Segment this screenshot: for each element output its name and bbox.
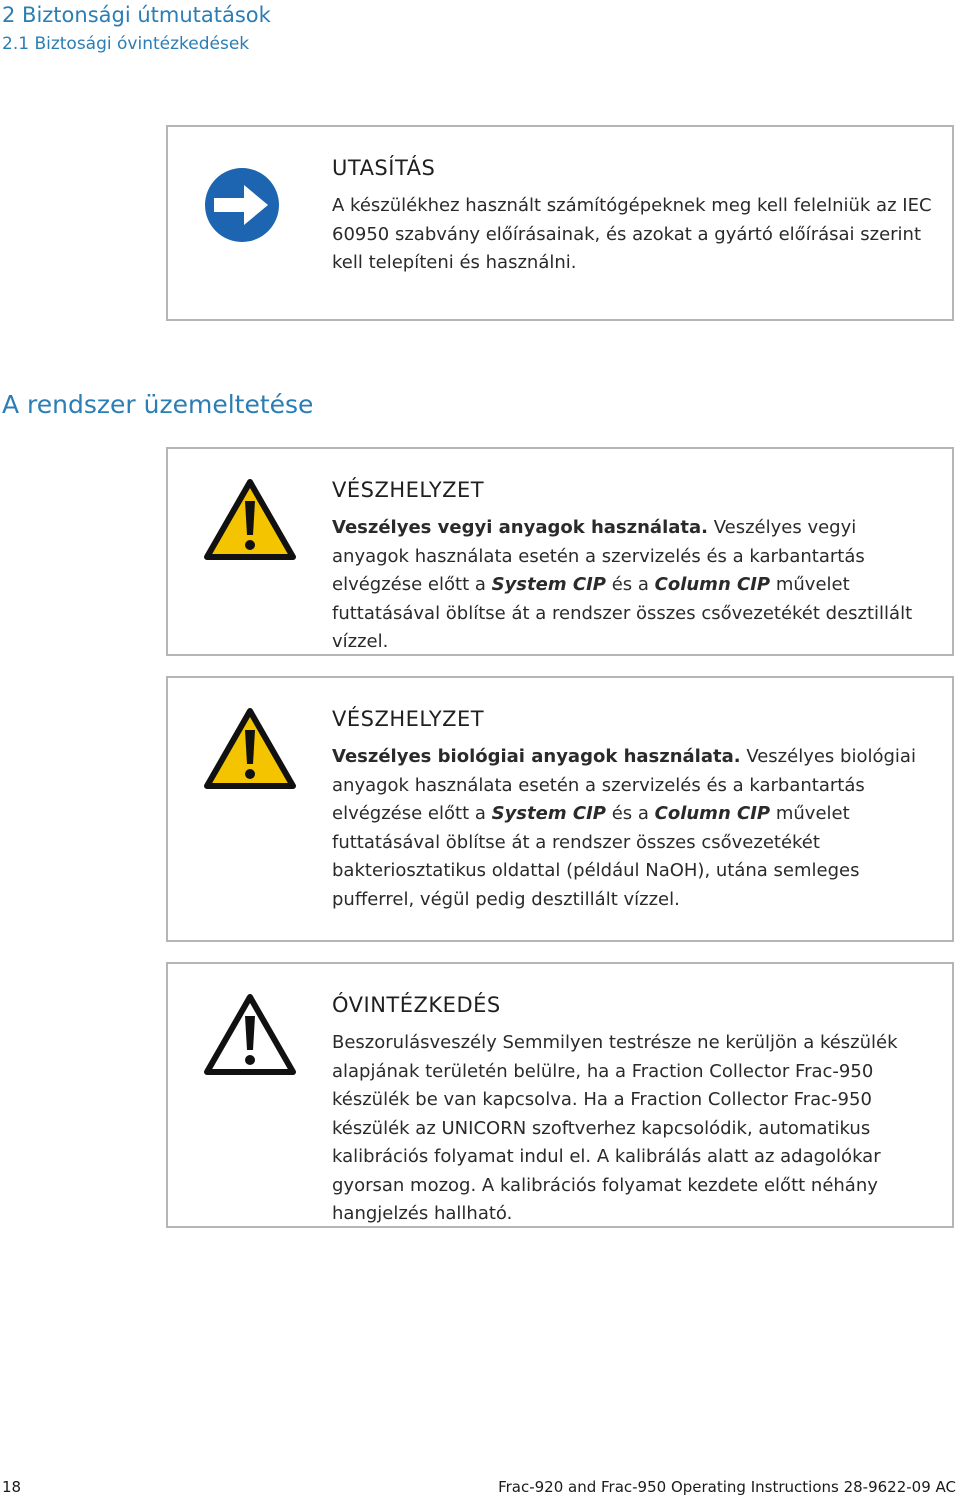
warning1-bold-lead: Veszélyes vegyi anyagok használata. — [332, 517, 708, 538]
warning2-text-a: Veszélyes biológiai anyagok használata esetén a szervizelés és a karbantartás elvégzése előtt a — [332, 746, 916, 824]
warning1-title: VÉSZHELYZET — [332, 478, 485, 502]
warning2-title: VÉSZHELYZET — [332, 707, 485, 731]
warning1-text-a: Veszélyes vegyi anyagok használata esetén a szervizelés és a karbantartás elvégzése előtt a — [332, 517, 865, 595]
warning1-text-b: és a — [605, 574, 655, 595]
notice-title: UTASÍTÁS — [332, 156, 436, 180]
warning2-bold-lead: Veszélyes biológiai anyagok használata. — [332, 746, 741, 767]
chapter-header: 2 Biztonsági útmutatások — [2, 3, 271, 27]
caution-triangle-icon — [204, 994, 296, 1080]
warning2-text — [332, 743, 932, 914]
notice-box — [166, 125, 954, 321]
warning2-text-b: és a — [605, 803, 655, 824]
warning1-system-cip: System CIP — [491, 574, 606, 595]
section-heading: A rendszer üzemeltetése — [2, 390, 314, 419]
warning-triangle-icon — [204, 708, 296, 794]
warning-box-chemical — [166, 447, 954, 656]
section-header: 2.1 Biztosági óvintézkedések — [2, 34, 250, 54]
mandatory-action-arrow-icon — [204, 167, 280, 247]
document-title: Frac-920 and Frac-950 Operating Instructions 28-9622-09 AC — [498, 1478, 956, 1496]
warning-box-biological — [166, 676, 954, 942]
warning2-text-c: művelet futtatásával öblítse át a rendszer összes csővezetékét bakteriosztatikus oldattal (például NaOH), utána semleges pufferrel, végül pedig desztillált vízzel. — [332, 803, 860, 910]
warning1-column-cip: Column CIP — [654, 574, 771, 595]
warning2-system-cip: System CIP — [491, 803, 606, 824]
warning-triangle-icon — [204, 479, 296, 565]
warning2-column-cip: Column CIP — [654, 803, 771, 824]
caution-text: Beszorulásveszély Semmilyen testrésze ne kerüljön a készülék alapjának területén belülre, ha a Fraction Collector Frac-950 készülék be van kapcsolva. Ha a Fraction Collector Frac-950 készülék az UNICORN szoftverhez kapcsolódik, automatikus kalibrációs folyamat indul el. A kalibrálás alatt az adagolókar gyorsan mozog. A kalibrációs folyamat kezdete előtt néhány hangjelzés hallható. — [332, 1032, 898, 1224]
caution-title: ÓVINTÉZKEDÉS — [332, 993, 501, 1017]
notice-text: A készülékhez használt számítógépeknek meg kell felelniük az IEC 60950 szabvány előírásainak, és azokat a gyártó előírásai szerint kell telepíteni és használni. — [332, 195, 932, 273]
warning1-text — [332, 514, 932, 657]
warning1-text-c: művelet futtatásával öblítse át a rendszer összes csővezetékét desztillált vízzel. — [332, 574, 913, 652]
page-number: 18 — [2, 1478, 22, 1496]
caution-box — [166, 962, 954, 1228]
